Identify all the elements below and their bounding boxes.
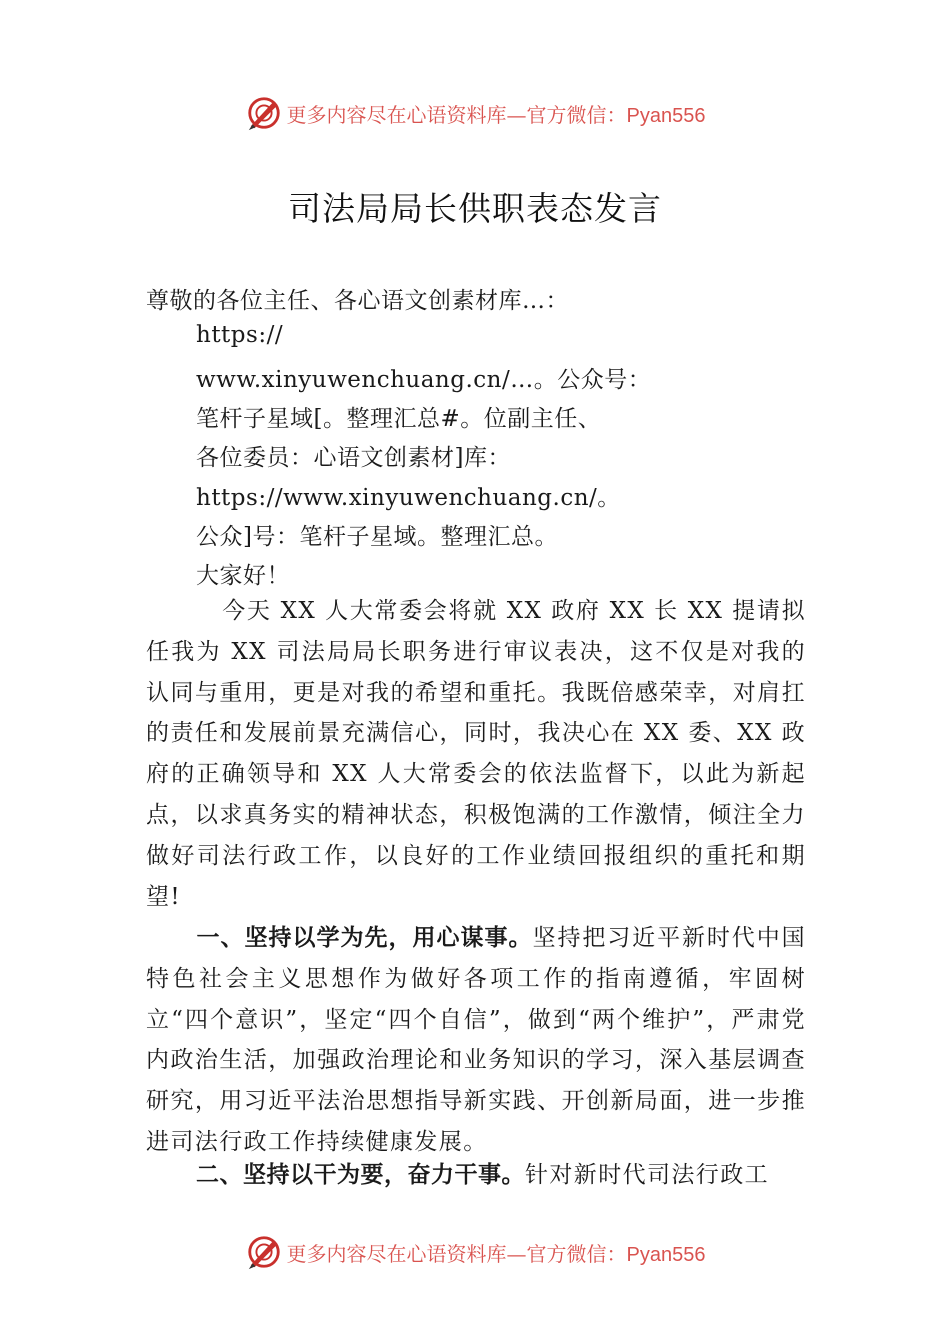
text-line: 各位委员：心语文创素材]库： [196, 445, 511, 471]
watermark-banner-bottom [0, 1232, 950, 1272]
text-line: https://www.xinyuwenchuang.cn/。 [196, 485, 621, 511]
salutation-line: 尊敬的各位主任、各心语文创素材库…： [146, 288, 569, 314]
text-line: 笔杆子星域[。整理汇总#。位副主任、 [196, 406, 602, 432]
watermark-text: 更多内容尽在心语资料库—官方微信：Pyan556 [286, 1241, 706, 1266]
body-paragraph-3: 二、坚持以干为要，奋力干事。针对新时代司法行政工 [196, 1162, 769, 1188]
watermark-text: 更多内容尽在心语资料库—官方微信：Pyan556 [286, 102, 706, 127]
text-line: 公众]号：笔杆子星域。整理汇总。 [196, 524, 558, 550]
section-heading: 二、坚持以干为要，奋力干事。 [196, 1162, 525, 1188]
text-line: https:// [196, 322, 284, 348]
watermark-banner-top [0, 93, 950, 133]
body-paragraph-1: 今天 XX 人大常委会将就 XX 政府 XX 长 XX 提请拟任我为 XX 司法局局长职务进行审议表决，这不仅是对我的认同与重用，更是对我的希望和重托。我既倍感荣幸，对肩扛的责任和发展前景充满信心，同时，我决心在 XX 委、XX 政府的正确领导和 XX 人大常委会的依法监督下，以此为新起点，以求真务实的精神状态，积极饱满的工作激情，倾注全力做好司法行政工作，以良好的工作业绩回报组织的重托和期望! [146, 598, 806, 910]
pen-logo-icon [245, 94, 283, 132]
pen-logo-icon [245, 1233, 283, 1271]
greeting-line: 大家好！ [196, 563, 290, 589]
text-line: www.xinyuwenchuang.cn/…。公众号： [196, 367, 652, 393]
section-heading: 一、坚持以学为先，用心谋事。 [196, 925, 533, 951]
document-title: 司法局局长供职表态发言 [288, 189, 662, 228]
body-paragraph-2: 一、坚持以学为先，用心谋事。坚持把习近平新时代中国特色社会主义思想作为做好各项工作的指南遵循，牢固树立“四个意识”，坚定“四个自信”，做到“两个维护”，严肃党内政治生活，加强政治理论和业务知识的学习，深入基层调查研究，用习近平法治思想指导新实践、开创新局面，进一步推进司法行政工作持续健康发展。 [146, 925, 807, 1155]
